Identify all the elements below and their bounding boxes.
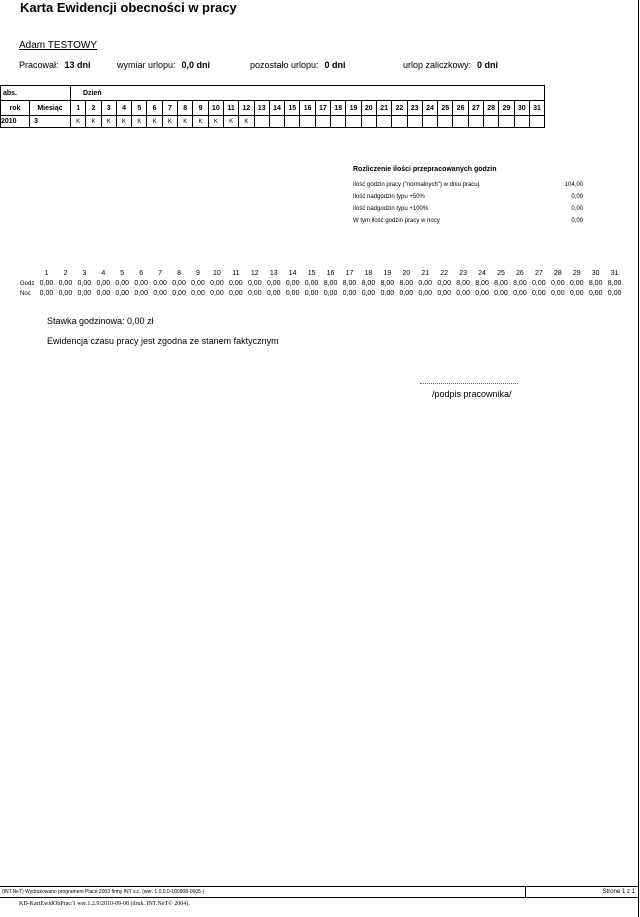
hours-day-number: 8 — [177, 270, 181, 277]
page-title: Karta Ewidencji obecności w pracy — [20, 0, 237, 15]
day-header-cell: 21 — [376, 101, 391, 116]
day-header-cell: 13 — [254, 101, 269, 116]
hours-day-number: 23 — [459, 270, 467, 277]
day-header-cell: 8 — [178, 101, 193, 116]
hours-day-number: 31 — [610, 270, 619, 277]
hours-day-number: 5 — [120, 270, 125, 277]
hours-day-number: 28 — [553, 270, 562, 277]
day-code-cell: K — [178, 116, 193, 128]
hours-godz-value: 0,00 — [172, 280, 186, 287]
confirmation-text: Ewidencja czasu pracy jest zgodna ze stanem faktycznym — [47, 336, 279, 346]
daily-hours — [20, 269, 624, 299]
hours-noc-value: 0,00 — [513, 290, 527, 297]
hours-godz-value: 0,00 — [191, 280, 205, 287]
hours-noc-value: 0,00 — [266, 290, 281, 297]
hours-noc-value: 0,00 — [550, 290, 565, 297]
day-header-cell: 14 — [269, 101, 284, 116]
hours-noc-value: 0,00 — [588, 290, 603, 297]
day-header-cell: 15 — [285, 101, 300, 116]
day-code-cell — [269, 116, 284, 128]
day-header-cell: 29 — [499, 101, 514, 116]
signature-label: /podpis pracownika/ — [432, 389, 512, 399]
hours-day-number: 22 — [440, 270, 449, 277]
hours-godz-value: 0,00 — [266, 280, 281, 287]
hours-godz-value: 0,00 — [437, 280, 451, 287]
hours-godz-value: 0,00 — [115, 280, 130, 287]
day-header-cell: 25 — [438, 101, 453, 116]
hours-noc-value: 0,00 — [39, 290, 54, 297]
noc-label: Noc — [20, 291, 31, 297]
hours-day-number: 24 — [478, 270, 486, 277]
hours-day-number: 9 — [196, 270, 200, 277]
hours-noc-value: 0,00 — [361, 290, 376, 297]
advance-value: 0 dni — [477, 60, 499, 70]
hours-noc-value: 0,00 — [247, 290, 262, 297]
hours-day-number: 6 — [139, 270, 144, 277]
summary-value: 0,00 — [571, 206, 583, 212]
day-code-cell: K — [86, 116, 101, 128]
hours-godz-value: 8,00 — [513, 280, 527, 287]
hours-noc-value: 0,00 — [304, 290, 319, 297]
footer-version: KD-KartEwidObPrac/1 wer.1.2.9/2010-09-08 (druk. INT.NeT© 2004). — [19, 901, 190, 907]
day-header-cell: 5 — [132, 101, 147, 116]
summary-label: Ilość nadgodzin typu +100% — [353, 206, 429, 212]
day-header-cell: 12 — [239, 101, 254, 116]
hours-noc-value: 0,00 — [285, 290, 300, 297]
worked-stat — [19, 60, 91, 70]
hours-godz-value: 8,00 — [323, 280, 338, 287]
hours-noc-value: 0,00 — [191, 290, 205, 297]
hours-noc-value: 0,00 — [342, 290, 357, 297]
remaining-stat — [250, 60, 346, 70]
hours-noc-value: 0,00 — [96, 290, 111, 297]
hours-noc-value: 0,00 — [229, 290, 243, 297]
day-header-cell: 23 — [407, 101, 422, 116]
day-header-cell: 11 — [223, 101, 238, 116]
day-header-cell: 10 — [208, 101, 223, 116]
day-code-cell — [254, 116, 269, 128]
hours-day-number: 20 — [402, 270, 411, 277]
day-code-cell: K — [147, 116, 162, 128]
hourly-rate: Stawka godzinowa: 0,00 zł — [47, 316, 154, 326]
summary-value: 0,00 — [571, 194, 583, 200]
hours-day-number: 15 — [307, 270, 316, 277]
summary-row — [353, 203, 583, 215]
hours-day-number: 16 — [326, 270, 335, 277]
hours-godz-value: 0,00 — [285, 280, 300, 287]
hours-godz-value: 0,00 — [39, 280, 54, 287]
day-code-cell — [514, 116, 529, 128]
footer-bar — [0, 886, 639, 898]
hours-godz-value: 0,00 — [153, 280, 167, 287]
hours-day-number: 27 — [534, 270, 543, 277]
signature-line — [420, 383, 518, 384]
day-header-cell: 17 — [315, 101, 330, 116]
attendance-grid — [0, 85, 545, 128]
abs-header: abs. — [1, 86, 71, 101]
hours-day-number: 7 — [158, 270, 163, 277]
day-code-cell: K — [101, 116, 116, 128]
hours-noc-value: 0,00 — [153, 290, 167, 297]
day-code-cell: K — [71, 116, 86, 128]
hours-godz-value: 8,00 — [342, 280, 357, 287]
day-code-cell — [453, 116, 468, 128]
day-header-cell: 7 — [162, 101, 177, 116]
hours-noc-value: 0,00 — [380, 290, 395, 297]
summary-row — [353, 179, 583, 191]
summary-row — [353, 215, 583, 227]
hours-noc-value: 0,00 — [532, 290, 546, 297]
hours-noc-value: 0,00 — [77, 290, 92, 297]
day-header-cell: 19 — [346, 101, 361, 116]
leave-stat — [117, 60, 210, 70]
leave-value: 0,0 dni — [181, 60, 211, 70]
hours-day-number: 26 — [516, 270, 524, 277]
day-code-cell — [361, 116, 376, 128]
summary-label: Ilość godzin pracy ("normalnych") w dniu pracuj. — [353, 182, 481, 188]
hours-godz-value: 8,00 — [475, 280, 489, 287]
hours-godz-value: 0,00 — [58, 280, 73, 287]
day-header-cell: 28 — [484, 101, 499, 116]
hours-summary — [353, 166, 583, 227]
hours-godz-value: 0,00 — [96, 280, 111, 287]
hours-day-number: 13 — [269, 270, 278, 277]
hours-noc-value: 0,00 — [475, 290, 489, 297]
page-number: Strone 1 z 1 — [602, 889, 635, 895]
summary-heading: Rozliczenie ilości przepracowanych godzin — [353, 166, 497, 173]
hours-godz-value: 8,00 — [456, 280, 470, 287]
hours-godz-value: 0,00 — [210, 280, 224, 287]
hours-godz-value: 0,00 — [229, 280, 243, 287]
day-code-cell: K — [239, 116, 254, 128]
day-header-cell: 16 — [300, 101, 315, 116]
day-header-cell: 4 — [116, 101, 131, 116]
page-border — [638, 0, 639, 917]
day-code-cell — [315, 116, 330, 128]
leave-label: wymiar urlopu: — [117, 60, 176, 70]
hours-day-number: 25 — [497, 270, 505, 277]
day-code-cell — [422, 116, 437, 128]
day-code-cell: K — [208, 116, 223, 128]
advance-label: urlop zaliczkowy: — [403, 60, 472, 70]
hours-noc-value: 0,00 — [399, 290, 414, 297]
hours-day-number: 11 — [232, 270, 240, 277]
hours-noc-value: 0,00 — [494, 290, 508, 297]
hours-day-number: 21 — [421, 270, 430, 277]
hours-day-number: 17 — [345, 270, 354, 277]
day-code-cell — [285, 116, 300, 128]
hours-godz-value: 8,00 — [380, 280, 395, 287]
month-value: 3 — [30, 116, 71, 128]
day-header-cell: 22 — [392, 101, 407, 116]
day-code-cell — [438, 116, 453, 128]
day-code-cell — [484, 116, 499, 128]
hours-noc-value: 0,00 — [58, 290, 73, 297]
year-value: 2010 — [1, 116, 30, 128]
day-code-cell — [529, 116, 544, 128]
hours-noc-value: 0,00 — [437, 290, 451, 297]
hours-godz-value: 0,00 — [77, 280, 92, 287]
hours-day-number: 10 — [213, 270, 221, 277]
day-header-cell: 27 — [468, 101, 483, 116]
day-code-cell — [392, 116, 407, 128]
hours-noc-value: 0,00 — [569, 290, 584, 297]
hours-noc-value: 0,00 — [172, 290, 186, 297]
advance-stat — [403, 60, 498, 70]
year-header: rok — [1, 101, 30, 116]
day-header-cell: 18 — [331, 101, 346, 116]
hours-godz-value: 0,00 — [569, 280, 584, 287]
summary-label: W tym ilość godzin pracy w nocy — [353, 218, 440, 224]
day-code-cell — [376, 116, 391, 128]
day-header-cell: 31 — [529, 101, 544, 116]
day-header-cell: 6 — [147, 101, 162, 116]
day-code-cell — [300, 116, 315, 128]
summary-value: 104,00 — [564, 182, 583, 188]
hours-godz-value: 8,00 — [494, 280, 508, 287]
hours-day-number: 30 — [591, 270, 600, 277]
day-code-cell: K — [162, 116, 177, 128]
day-header-cell: 30 — [514, 101, 529, 116]
day-code-cell: K — [193, 116, 208, 128]
hours-day-number: 2 — [63, 270, 68, 277]
hours-day-number: 3 — [82, 270, 87, 277]
day-header: Dzień — [71, 86, 545, 101]
hours-godz-value: 8,00 — [361, 280, 376, 287]
hours-day-number: 14 — [288, 270, 297, 277]
hours-godz-value: 0,00 — [418, 280, 433, 287]
day-header-cell: 2 — [86, 101, 101, 116]
hours-godz-value: 8,00 — [607, 280, 622, 287]
day-code-cell — [468, 116, 483, 128]
hours-godz-value: 0,00 — [247, 280, 262, 287]
hours-day-number: 18 — [364, 270, 373, 277]
hours-godz-value: 8,00 — [399, 280, 414, 287]
employee-name: Adam TESTOWY — [19, 40, 97, 51]
hours-day-number: 1 — [44, 270, 49, 277]
summary-value: 0,00 — [571, 218, 583, 224]
hours-day-number: 12 — [250, 270, 259, 277]
hours-day-number: 4 — [101, 270, 106, 277]
hours-godz-value: 8,00 — [588, 280, 603, 287]
day-code-cell — [499, 116, 514, 128]
hours-noc-value: 0,00 — [607, 290, 622, 297]
godz-label: Godz — [20, 281, 35, 287]
summary-row — [353, 191, 583, 203]
worked-value: 13 dni — [64, 60, 91, 70]
day-code-cell — [407, 116, 422, 128]
day-code-cell: K — [223, 116, 238, 128]
footer-program: (INT.NeT) Wydrukowano programem Place 2003 firmy INT s.c. (wer. 1.0.0.0-100908-0605-) — [2, 889, 205, 895]
day-code-cell: K — [116, 116, 131, 128]
hours-godz-value: 0,00 — [134, 280, 148, 287]
hours-godz-value: 0,00 — [304, 280, 319, 287]
day-code-cell — [331, 116, 346, 128]
day-header-cell: 24 — [422, 101, 437, 116]
worked-label: Pracował: — [19, 60, 59, 70]
hours-godz-value: 0,00 — [532, 280, 546, 287]
hours-godz-value: 0,00 — [550, 280, 565, 287]
hours-noc-value: 0,00 — [134, 290, 148, 297]
day-code-cell: K — [132, 116, 147, 128]
hours-noc-value: 0,00 — [456, 290, 470, 297]
day-code-cell — [346, 116, 361, 128]
hours-day-number: 29 — [572, 270, 581, 277]
hours-noc-value: 0,00 — [210, 290, 224, 297]
summary-label: Ilość nadgodzin typu +50% — [353, 194, 425, 200]
day-header-cell: 20 — [361, 101, 376, 116]
month-header: Miesiąc — [30, 101, 71, 116]
day-header-cell: 9 — [193, 101, 208, 116]
footer-divider — [525, 887, 526, 897]
day-header-cell: 1 — [71, 101, 86, 116]
hours-noc-value: 0,00 — [115, 290, 130, 297]
day-header-cell: 26 — [453, 101, 468, 116]
day-header-cell: 3 — [101, 101, 116, 116]
remaining-label: pozostało urlopu: — [250, 60, 319, 70]
hours-day-number: 19 — [383, 270, 392, 277]
remaining-value: 0 dni — [324, 60, 346, 70]
hours-noc-value: 0,00 — [323, 290, 338, 297]
hours-noc-value: 0,00 — [418, 290, 433, 297]
